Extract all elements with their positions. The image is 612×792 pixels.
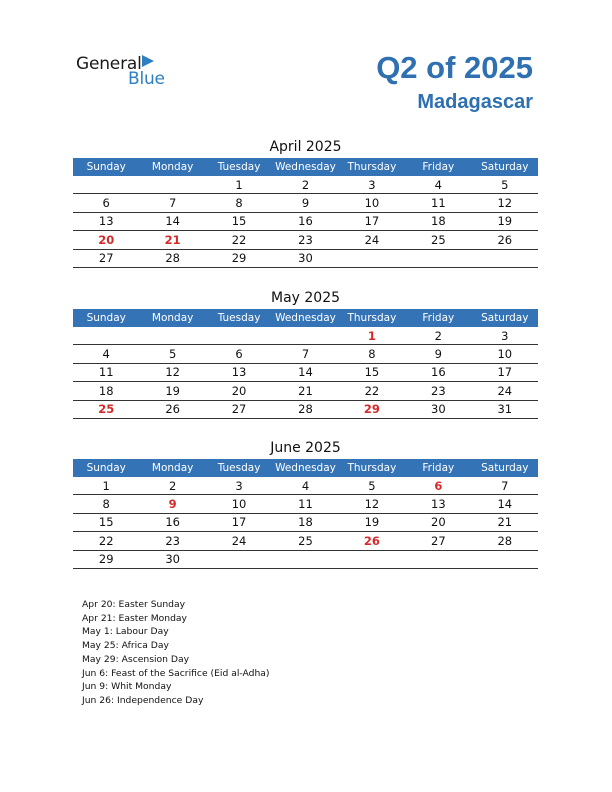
brand-logo	[76, 52, 176, 92]
day-cell: 3	[339, 176, 405, 194]
day-cell: 26	[472, 231, 538, 249]
day-cell: 14	[472, 495, 538, 513]
day-cell: 25	[272, 532, 338, 550]
day-cell: 28	[472, 532, 538, 550]
holiday-item: May 25: Africa Day	[82, 640, 169, 652]
day-cell: 24	[339, 231, 405, 249]
day-cell: 30	[272, 249, 338, 267]
day-cell: 9	[272, 194, 338, 212]
month-june	[73, 437, 538, 569]
day-cell: 8	[206, 194, 272, 212]
week-row	[73, 513, 538, 531]
day-cell: 29	[339, 400, 405, 418]
day-cell: 18	[272, 513, 338, 531]
day-cell: 3	[472, 327, 538, 345]
day-cell: 5	[339, 477, 405, 495]
empty-day-cell	[73, 327, 139, 345]
empty-day-cell	[472, 249, 538, 267]
day-cell: 12	[139, 363, 205, 381]
month-april	[73, 136, 538, 268]
day-cell: 14	[272, 363, 338, 381]
empty-day-cell	[139, 176, 205, 194]
empty-day-cell	[272, 550, 338, 568]
empty-day-cell	[339, 550, 405, 568]
day-cell: 12	[339, 495, 405, 513]
day-cell: 18	[73, 382, 139, 400]
day-cell: 7	[272, 345, 338, 363]
day-cell: 17	[206, 513, 272, 531]
week-row	[73, 231, 538, 249]
weekday-header: Sunday	[73, 459, 139, 477]
day-cell: 16	[405, 363, 471, 381]
day-cell: 29	[73, 550, 139, 568]
day-cell: 11	[73, 363, 139, 381]
empty-day-cell	[206, 327, 272, 345]
weekday-header: Friday	[405, 459, 471, 477]
day-cell: 15	[73, 513, 139, 531]
week-row	[73, 400, 538, 418]
page-title: Q2 of 2025	[376, 50, 533, 85]
day-cell: 11	[405, 194, 471, 212]
holiday-item: Jun 9: Whit Monday	[82, 681, 172, 693]
week-row	[73, 363, 538, 381]
holiday-item: Apr 20: Easter Sunday	[82, 599, 186, 610]
day-cell: 4	[73, 345, 139, 363]
day-cell: 20	[73, 231, 139, 249]
day-cell: 10	[472, 345, 538, 363]
day-cell: 6	[206, 345, 272, 363]
calendar-grid	[73, 459, 538, 569]
day-cell: 1	[206, 176, 272, 194]
logo-text-blue: Blue	[128, 69, 165, 89]
day-cell: 11	[272, 495, 338, 513]
day-cell: 26	[339, 532, 405, 550]
day-cell: 29	[206, 249, 272, 267]
day-cell: 3	[206, 477, 272, 495]
day-cell: 22	[73, 532, 139, 550]
calendar-grid	[73, 158, 538, 268]
day-cell: 4	[405, 176, 471, 194]
day-cell: 30	[405, 400, 471, 418]
weekday-header: Thursday	[339, 158, 405, 176]
holiday-item: Apr 21: Easter Monday	[82, 612, 187, 624]
calendar-grid	[73, 309, 538, 419]
day-cell: 22	[339, 382, 405, 400]
day-cell: 1	[73, 477, 139, 495]
weekday-header: Thursday	[339, 459, 405, 477]
day-cell: 9	[405, 345, 471, 363]
weekday-header: Sunday	[73, 158, 139, 176]
day-cell: 4	[272, 477, 338, 495]
empty-day-cell	[73, 176, 139, 194]
day-cell: 2	[139, 477, 205, 495]
day-cell: 2	[272, 176, 338, 194]
empty-day-cell	[139, 327, 205, 345]
weekday-header-row	[73, 309, 538, 327]
day-cell: 21	[139, 231, 205, 249]
weekday-header: Saturday	[472, 158, 538, 176]
day-cell: 6	[405, 477, 471, 495]
day-cell: 10	[206, 495, 272, 513]
logo-flag-icon	[142, 55, 154, 67]
day-cell: 7	[139, 194, 205, 212]
logo-text-general: General	[76, 54, 142, 74]
week-row	[73, 212, 538, 230]
day-cell: 19	[139, 382, 205, 400]
day-cell: 18	[405, 212, 471, 230]
day-cell: 2	[405, 327, 471, 345]
weekday-header: Wednesday	[272, 309, 338, 327]
day-cell: 13	[73, 212, 139, 230]
day-cell: 27	[206, 400, 272, 418]
day-cell: 8	[73, 495, 139, 513]
weekday-header: Saturday	[472, 309, 538, 327]
day-cell: 15	[206, 212, 272, 230]
week-row	[73, 176, 538, 194]
day-cell: 21	[472, 513, 538, 531]
day-cell: 16	[272, 212, 338, 230]
day-cell: 5	[472, 176, 538, 194]
empty-day-cell	[405, 550, 471, 568]
holiday-item: May 29: Ascension Day	[82, 653, 190, 665]
month-title: May 2025	[270, 290, 341, 306]
weekday-header: Monday	[139, 309, 205, 327]
day-cell: 23	[405, 382, 471, 400]
weekday-header: Tuesday	[206, 309, 272, 327]
weekday-header: Wednesday	[272, 158, 338, 176]
day-cell: 27	[405, 532, 471, 550]
day-cell: 14	[139, 212, 205, 230]
day-cell: 17	[472, 363, 538, 381]
weekday-header: Monday	[139, 459, 205, 477]
weekday-header: Wednesday	[272, 459, 338, 477]
day-cell: 28	[139, 249, 205, 267]
day-cell: 21	[272, 382, 338, 400]
weekday-header: Sunday	[73, 309, 139, 327]
month-title: April 2025	[269, 139, 342, 155]
day-cell: 23	[139, 532, 205, 550]
week-row	[73, 249, 538, 267]
country-name: Madagascar	[417, 91, 533, 113]
day-cell: 5	[139, 345, 205, 363]
day-cell: 13	[206, 363, 272, 381]
day-cell: 6	[73, 194, 139, 212]
day-cell: 1	[339, 327, 405, 345]
week-row	[73, 477, 538, 495]
day-cell: 25	[73, 400, 139, 418]
weekday-header: Thursday	[339, 309, 405, 327]
weekday-header: Monday	[139, 158, 205, 176]
day-cell: 20	[405, 513, 471, 531]
week-row	[73, 495, 538, 513]
day-cell: 30	[139, 550, 205, 568]
holiday-list	[82, 598, 270, 708]
day-cell: 9	[139, 495, 205, 513]
day-cell: 26	[139, 400, 205, 418]
week-row	[73, 382, 538, 400]
weekday-header: Saturday	[472, 459, 538, 477]
weekday-header-row	[73, 459, 538, 477]
empty-day-cell	[405, 249, 471, 267]
day-cell: 15	[339, 363, 405, 381]
day-cell: 10	[339, 194, 405, 212]
holiday-item: Jun 6: Feast of the Sacrifice (Eid al-Adha)	[82, 667, 270, 679]
weekday-header: Tuesday	[206, 459, 272, 477]
day-cell: 7	[472, 477, 538, 495]
day-cell: 20	[206, 382, 272, 400]
month-may	[73, 287, 538, 419]
empty-day-cell	[272, 327, 338, 345]
week-row	[73, 327, 538, 345]
day-cell: 27	[73, 249, 139, 267]
empty-day-cell	[472, 550, 538, 568]
day-cell: 25	[405, 231, 471, 249]
weekday-header: Friday	[405, 309, 471, 327]
week-row	[73, 345, 538, 363]
day-cell: 19	[472, 212, 538, 230]
empty-day-cell	[206, 550, 272, 568]
day-cell: 22	[206, 231, 272, 249]
day-cell: 19	[339, 513, 405, 531]
weekday-header: Friday	[405, 158, 471, 176]
day-cell: 12	[472, 194, 538, 212]
day-cell: 31	[472, 400, 538, 418]
week-row	[73, 194, 538, 212]
weekday-header-row	[73, 158, 538, 176]
week-row	[73, 532, 538, 550]
empty-day-cell	[339, 249, 405, 267]
holiday-item: Jun 26: Independence Day	[82, 694, 204, 706]
day-cell: 23	[272, 231, 338, 249]
weekday-header: Tuesday	[206, 158, 272, 176]
day-cell: 13	[405, 495, 471, 513]
holiday-item: May 1: Labour Day	[82, 626, 169, 638]
day-cell: 16	[139, 513, 205, 531]
week-row	[73, 550, 538, 568]
day-cell: 8	[339, 345, 405, 363]
day-cell: 17	[339, 212, 405, 230]
day-cell: 28	[272, 400, 338, 418]
day-cell: 24	[472, 382, 538, 400]
day-cell: 24	[206, 532, 272, 550]
month-title: June 2025	[270, 440, 341, 456]
